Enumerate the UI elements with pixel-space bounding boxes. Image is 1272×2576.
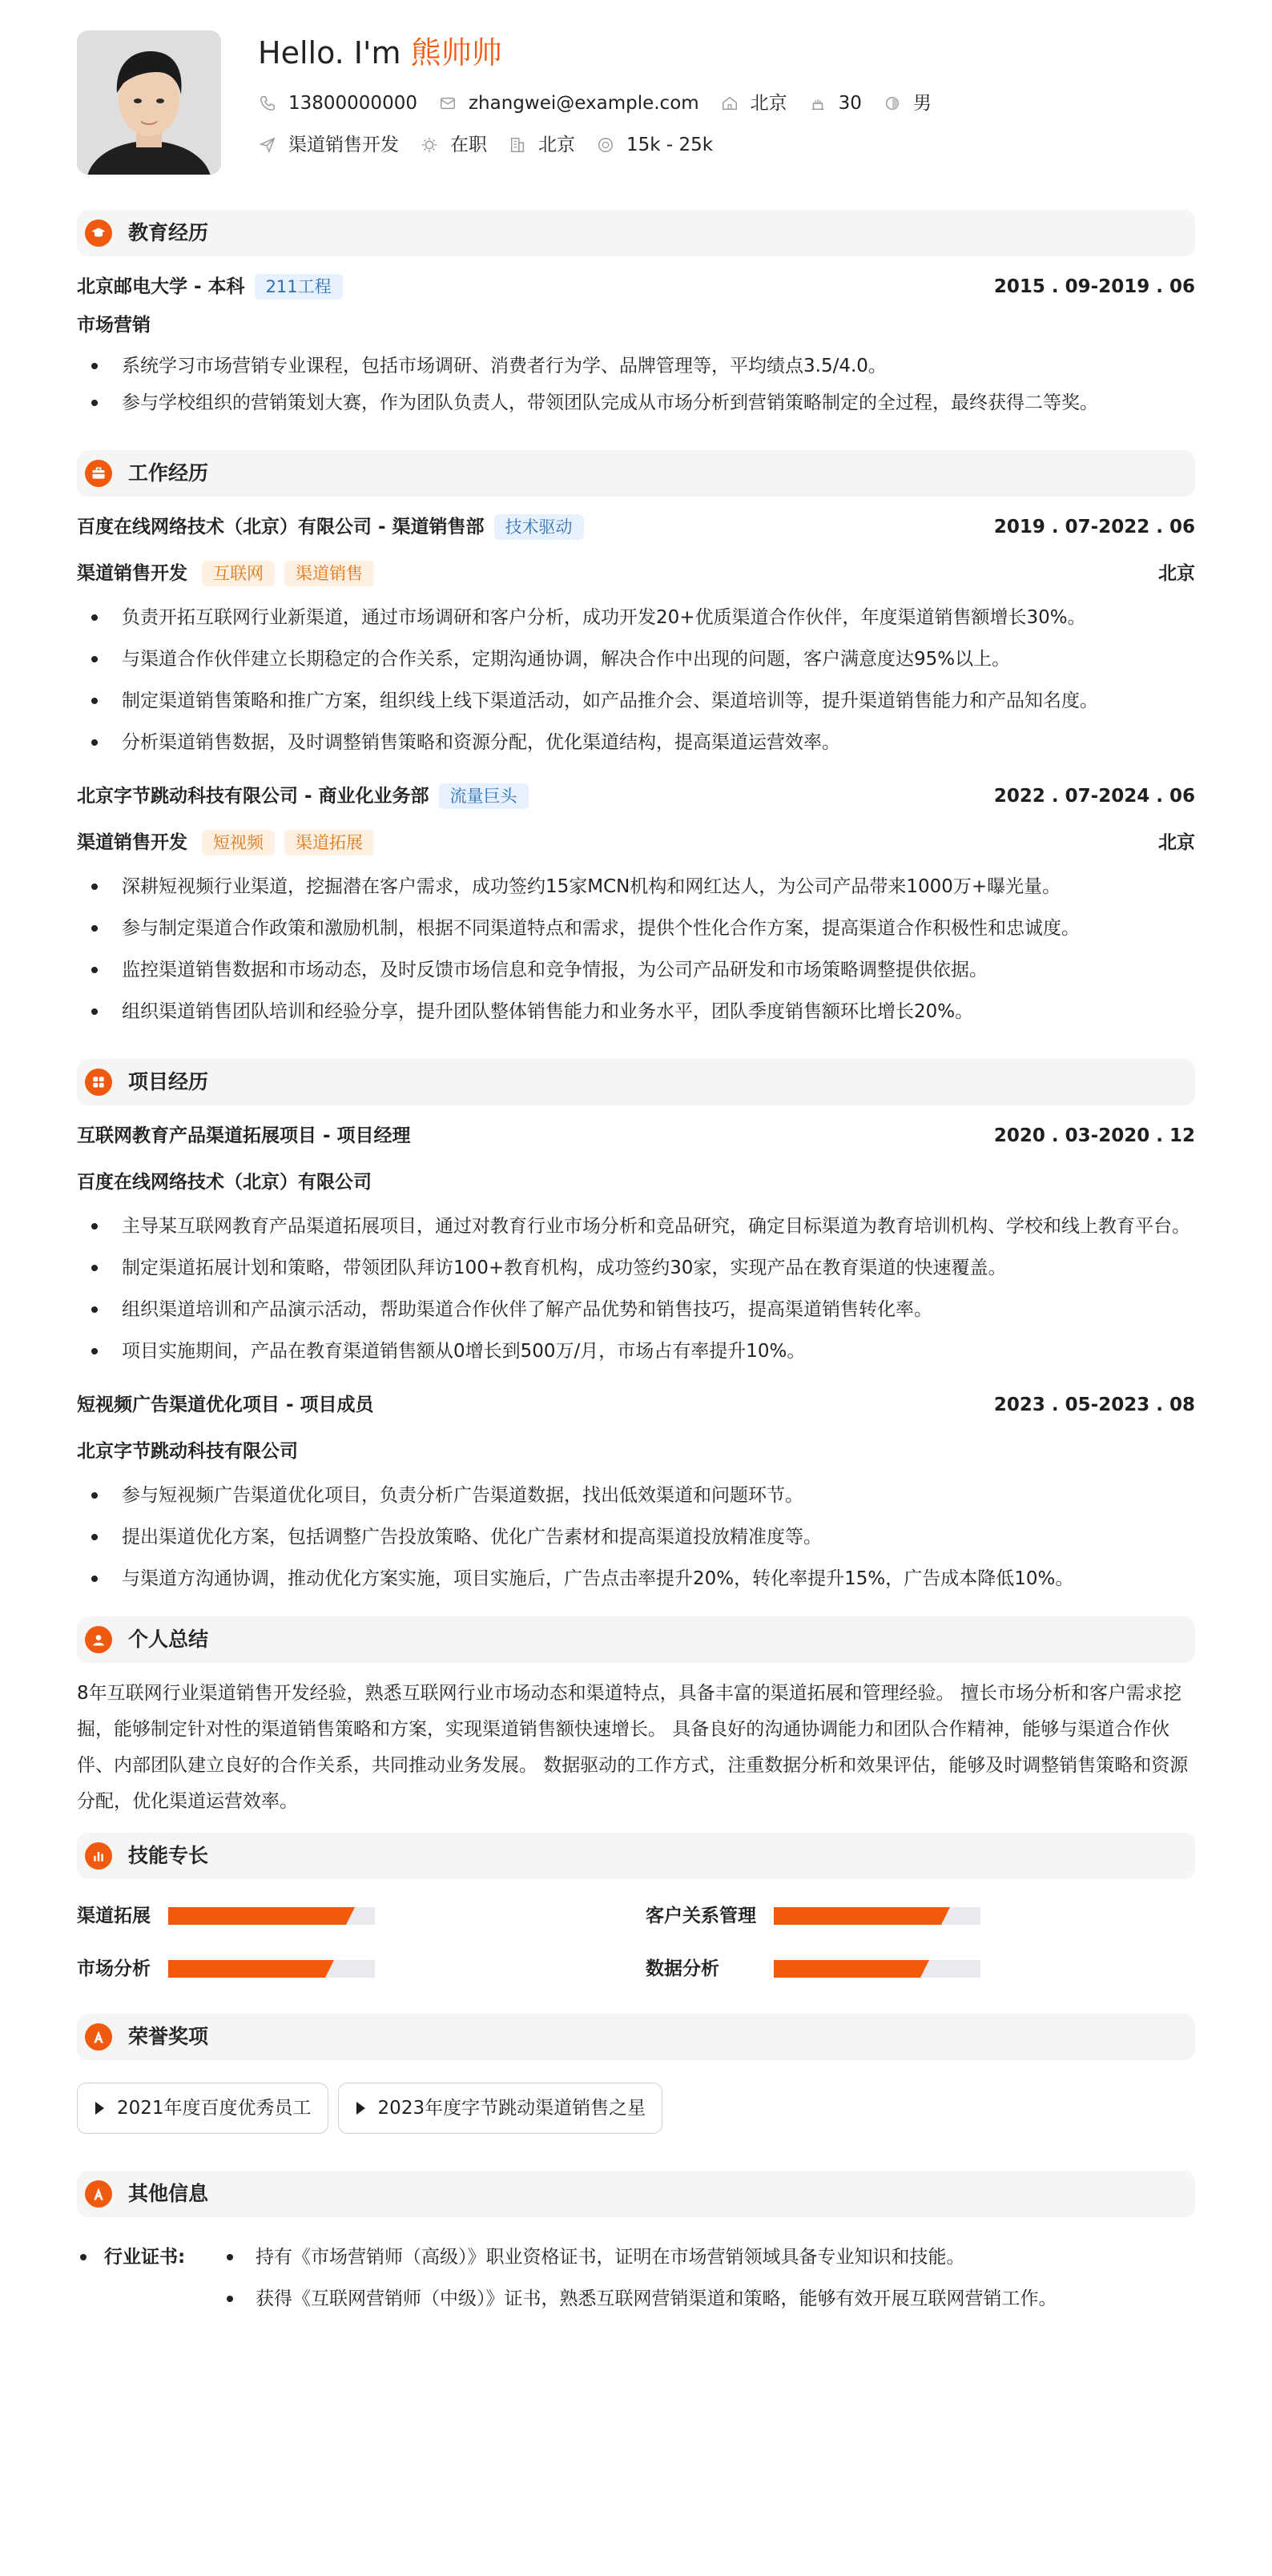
salary-text: 15k - 25k bbox=[626, 134, 714, 155]
list-item: 参与学校组织的营销策划大赛，作为团队负责人，带领团队完成从市场分析到营销策略制定的全过程，最终获得二等奖。 bbox=[77, 384, 1195, 421]
skill-level-fill bbox=[774, 1907, 941, 1925]
age-text: 30 bbox=[838, 92, 862, 114]
age-icon bbox=[808, 94, 827, 113]
list-item: 分析渠道销售数据，及时调整销售策略和资源分配，优化渠道结构，提高渠道运营效率。 bbox=[77, 724, 1195, 761]
job-entry bbox=[77, 508, 1195, 761]
section-projects bbox=[77, 1059, 1195, 1105]
skill-level-fill bbox=[168, 1907, 346, 1925]
project-org: 北京字节跳动科技有限公司 bbox=[77, 1440, 298, 1462]
role-tag: 互联网 bbox=[202, 561, 275, 586]
award-icon bbox=[85, 2023, 112, 2051]
role-tag: 渠道拓展 bbox=[284, 830, 374, 855]
age-item bbox=[808, 90, 862, 118]
list-item: 负责开拓互联网行业新渠道，通过市场调研和客户分析，成功开发20+优质渠道合作伙伴，年度渠道销售额增长30%。 bbox=[77, 599, 1195, 636]
other-body bbox=[77, 2217, 1195, 2320]
summary-text: 8年互联网行业渠道销售开发经验，熟悉互联网行业市场动态和渠道特点，具备丰富的渠道拓展和管理经验。 擅长市场分析和客户需求挖掘，能够制定针对性的渠道销售策略和方案，实现渠道销售额快速增长。 具备良好的沟通协调能力和团队合作精神，能够与渠道合作伙伴、内部团队建立良好的合作关系，共同推动业务发展。 数据驱动的工作方式，注重数据分析和效果评估，能够及时调整销售策略和资源分配，优化渠道运营效率。 bbox=[77, 1683, 1189, 1812]
job-entry bbox=[77, 777, 1195, 1030]
list-item: 项目实施期间，产品在教育渠道销售额从0增长到500万/月，市场占有率提升10%。 bbox=[77, 1333, 1195, 1370]
status-text: 在职 bbox=[450, 134, 487, 155]
section-education bbox=[77, 210, 1195, 256]
list-item: 主导某互联网教育产品渠道拓展项目，通过对教育行业市场分析和竞品研究，确定目标渠道为教育培训机构、学校和线上教育平台。 bbox=[77, 1208, 1195, 1245]
phone-icon bbox=[258, 94, 277, 113]
list-item: 深耕短视频行业渠道，挖掘潜在客户需求，成功签约15家MCN机构和网红达人，为公司产品带来1000万+曝光量。 bbox=[77, 868, 1195, 905]
salary-icon bbox=[596, 135, 615, 155]
job-company: 北京字节跳动科技有限公司 - 商业化业务部 bbox=[77, 785, 429, 807]
project-header-row bbox=[77, 1117, 1195, 1155]
company-tag: 流量巨头 bbox=[439, 783, 529, 809]
target-city-item bbox=[508, 131, 575, 159]
skill-bar bbox=[168, 1960, 375, 1978]
user-icon bbox=[85, 1626, 112, 1653]
skill-item bbox=[77, 1948, 646, 1990]
role-tag: 短视频 bbox=[202, 830, 275, 855]
skill-name: 市场分析 bbox=[77, 1958, 151, 1979]
major: 市场营销 bbox=[77, 314, 151, 336]
honors-list bbox=[77, 2060, 1195, 2143]
greeting-text: Hello. I'm bbox=[258, 35, 411, 70]
status-item bbox=[420, 131, 487, 159]
education-header-row bbox=[77, 268, 1195, 306]
job-date: 2022 . 07-2024 . 06 bbox=[993, 785, 1195, 807]
gender-item bbox=[883, 90, 932, 118]
phone-text: 13800000000 bbox=[288, 92, 417, 114]
honor-text: 2023年度字节跳动渠道销售之星 bbox=[377, 2097, 646, 2119]
skill-level-fill bbox=[168, 1960, 325, 1978]
job-role-row bbox=[77, 823, 1195, 862]
skill-name: 渠道拓展 bbox=[77, 1905, 151, 1926]
email-item bbox=[438, 90, 699, 118]
honor-text: 2021年度百度优秀员工 bbox=[117, 2097, 312, 2119]
section-title-skills: 技能专长 bbox=[128, 1844, 209, 1868]
project-bullets bbox=[77, 1208, 1195, 1370]
gender-text: 男 bbox=[912, 92, 932, 114]
major-row bbox=[77, 306, 1195, 344]
skill-level-fill bbox=[774, 1960, 920, 1978]
section-honors bbox=[77, 2014, 1195, 2060]
job-intent-row bbox=[258, 125, 952, 165]
section-title-honors: 荣誉奖项 bbox=[128, 2025, 209, 2049]
skill-name: 客户关系管理 bbox=[646, 1905, 756, 1926]
building-icon bbox=[508, 135, 527, 155]
list-item: 提出渠道优化方案，包括调整广告投放策略、优化广告素材和提高渠道投放精准度等。 bbox=[77, 1519, 1195, 1556]
honor-item bbox=[338, 2083, 663, 2134]
project-name: 互联网教育产品渠道拓展项目 - 项目经理 bbox=[77, 1125, 411, 1146]
skill-item bbox=[646, 1948, 1182, 1990]
target-role-text: 渠道销售开发 bbox=[288, 134, 399, 155]
play-icon bbox=[95, 2102, 104, 2115]
skill-item bbox=[77, 1895, 646, 1937]
more-icon bbox=[85, 2180, 112, 2208]
project-header-row bbox=[77, 1386, 1195, 1424]
list-item: 参与制定渠道合作政策和激励机制，根据不同渠道特点和需求，提供个性化合作方案，提高渠道合作积极性和忠诚度。 bbox=[77, 910, 1195, 947]
play-icon bbox=[356, 2102, 365, 2115]
job-company-row bbox=[77, 777, 1195, 815]
role-tag: 渠道销售 bbox=[284, 561, 374, 586]
avatar bbox=[77, 30, 221, 175]
avatar-portrait-icon bbox=[77, 30, 221, 175]
city-item bbox=[720, 90, 787, 118]
skill-name: 数据分析 bbox=[646, 1958, 719, 1979]
job-bullets bbox=[77, 868, 1195, 1030]
section-summary bbox=[77, 1616, 1195, 1663]
list-item: 参与短视频广告渠道优化项目，负责分析广告渠道数据，找出低效渠道和问题环节。 bbox=[77, 1477, 1195, 1514]
bar-chart-icon bbox=[85, 1842, 112, 1870]
section-title-projects: 项目经历 bbox=[128, 1070, 209, 1094]
project-entry bbox=[77, 1386, 1195, 1597]
education-bullets bbox=[77, 348, 1195, 421]
certificates-label: 行业证书: bbox=[77, 2236, 225, 2278]
job-role-row bbox=[77, 554, 1195, 593]
list-item: 制定渠道拓展计划和策略，带领团队拜访100+教育机构，成功签约30家，实现产品在教育渠道的快速覆盖。 bbox=[77, 1250, 1195, 1286]
profile-header bbox=[77, 30, 1195, 195]
job-company-row bbox=[77, 508, 1195, 546]
education-date: 2015 . 09-2019 . 06 bbox=[993, 276, 1195, 297]
gender-icon bbox=[883, 94, 902, 113]
job-role: 渠道销售开发 bbox=[77, 831, 187, 853]
certificates-row bbox=[77, 2236, 1195, 2320]
contact-row bbox=[258, 83, 952, 123]
job-company: 百度在线网络技术（北京）有限公司 - 渠道销售部 bbox=[77, 516, 485, 537]
list-item: 持有《市场营销师（高级）》职业资格证书，证明在市场营销领域具备专业知识和技能。 bbox=[225, 2236, 1057, 2278]
list-item: 与渠道方沟通协调，推动优化方案实施，项目实施后，广告点击率提升20%，转化率提升15%，广告成本降低10%。 bbox=[77, 1560, 1195, 1597]
list-item: 组织渠道培训和产品演示活动，帮助渠道合作伙伴了解产品优势和销售技巧，提高渠道销售转化率。 bbox=[77, 1291, 1195, 1328]
projects-body bbox=[77, 1105, 1195, 1597]
grid-icon bbox=[85, 1069, 112, 1096]
project-name: 短视频广告渠道优化项目 - 项目成员 bbox=[77, 1394, 374, 1415]
salary-item bbox=[596, 131, 713, 159]
education-body bbox=[77, 256, 1195, 421]
section-title-work: 工作经历 bbox=[128, 461, 209, 485]
project-date: 2023 . 05-2023 . 08 bbox=[993, 1394, 1195, 1415]
job-date: 2019 . 07-2022 . 06 bbox=[993, 516, 1195, 537]
list-item: 与渠道合作伙伴建立长期稳定的合作关系，定期沟通协调，解决合作中出现的问题，客户满意度达95%以上。 bbox=[77, 641, 1195, 678]
job-city: 北京 bbox=[1158, 831, 1195, 853]
list-item: 组织渠道销售团队培训和经验分享，提升团队整体销售能力和业务水平，团队季度销售额环比增长20%。 bbox=[77, 993, 1195, 1030]
target-role-item bbox=[258, 131, 399, 159]
section-title-other: 其他信息 bbox=[128, 2182, 209, 2206]
section-work bbox=[77, 450, 1195, 497]
project-org-row bbox=[77, 1432, 1195, 1471]
skill-item bbox=[646, 1895, 1182, 1937]
phone-item bbox=[258, 90, 417, 118]
mail-icon bbox=[438, 94, 457, 113]
section-other bbox=[77, 2171, 1195, 2217]
email-text: zhangwei@example.com bbox=[468, 92, 699, 114]
project-date: 2020 . 03-2020 . 12 bbox=[993, 1125, 1195, 1146]
project-org: 百度在线网络技术（北京）有限公司 bbox=[77, 1171, 372, 1193]
skills-grid bbox=[77, 1879, 1195, 1998]
school-name: 北京邮电大学 - 本科 bbox=[77, 276, 245, 297]
project-org-row bbox=[77, 1163, 1195, 1201]
list-item: 监控渠道销售数据和市场动态，及时反馈市场信息和竞争情报，为公司产品研发和市场策略调整提供依据。 bbox=[77, 952, 1195, 988]
section-title-education: 教育经历 bbox=[128, 221, 209, 245]
school-tag: 211工程 bbox=[255, 274, 343, 300]
send-icon bbox=[258, 135, 277, 155]
target-city-text: 北京 bbox=[538, 134, 575, 155]
section-title-summary: 个人总结 bbox=[128, 1628, 209, 1652]
graduation-cap-icon bbox=[85, 219, 112, 247]
home-icon bbox=[720, 94, 739, 113]
skill-bar bbox=[168, 1907, 375, 1925]
summary-body bbox=[77, 1663, 1195, 1828]
skill-bar bbox=[774, 1907, 980, 1925]
project-entry bbox=[77, 1117, 1195, 1370]
list-item: 系统学习市场营销专业课程，包括市场调研、消费者行为学、品牌管理等，平均绩点3.5/4.0。 bbox=[77, 348, 1195, 384]
city-text: 北京 bbox=[750, 92, 787, 114]
status-icon bbox=[420, 135, 439, 155]
candidate-name: 熊帅帅 bbox=[410, 35, 502, 70]
job-role: 渠道销售开发 bbox=[77, 562, 187, 584]
section-skills bbox=[77, 1833, 1195, 1879]
job-city: 北京 bbox=[1158, 562, 1195, 584]
list-item: 获得《互联网营销师（中级）》证书，熟悉互联网营销渠道和策略，能够有效开展互联网营销工作。 bbox=[225, 2278, 1057, 2320]
project-bullets bbox=[77, 1477, 1195, 1597]
job-bullets bbox=[77, 599, 1195, 761]
briefcase-icon bbox=[85, 460, 112, 487]
list-item: 制定渠道销售策略和推广方案，组织线上线下渠道活动，如产品推介会、渠道培训等，提升渠道销售能力和产品知名度。 bbox=[77, 682, 1195, 719]
skill-bar bbox=[774, 1960, 980, 1978]
honor-item bbox=[77, 2083, 328, 2134]
greeting bbox=[258, 30, 952, 78]
certificates-list bbox=[225, 2236, 1057, 2320]
work-body bbox=[77, 497, 1195, 1030]
company-tag: 技术驱动 bbox=[494, 514, 584, 540]
